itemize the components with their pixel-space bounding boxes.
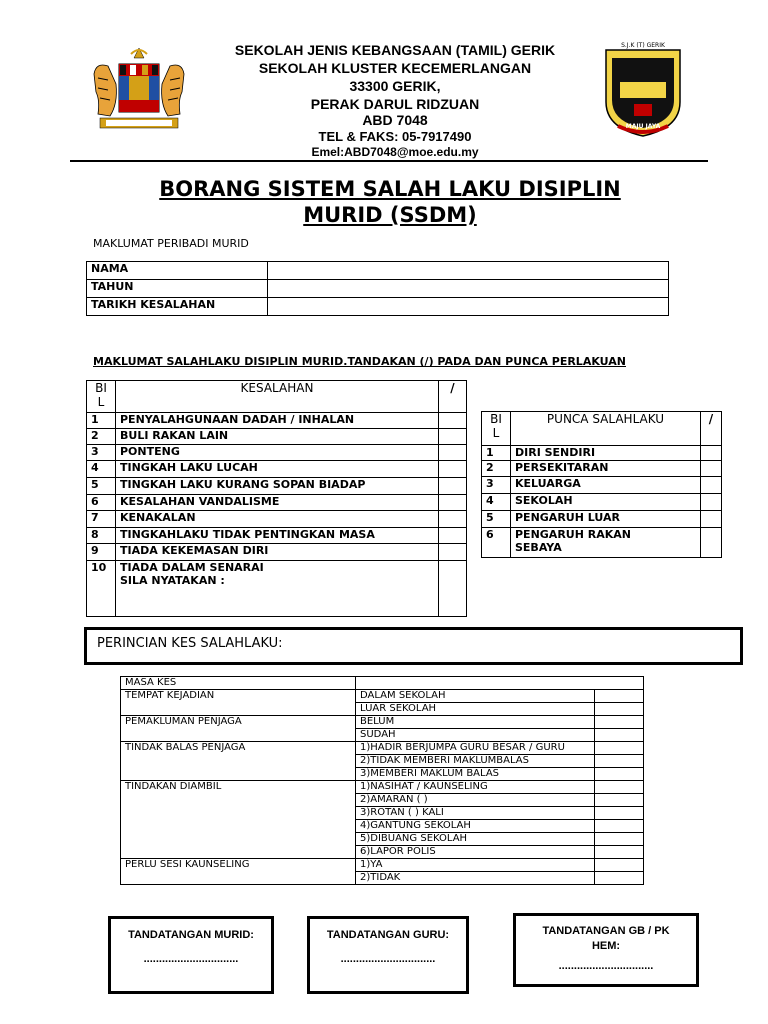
table-row <box>87 561 467 617</box>
signature-dots: ............................... <box>143 953 239 965</box>
offence-no: 3 <box>87 445 116 461</box>
offence-no: 8 <box>87 528 116 544</box>
option-checkbox[interactable] <box>595 781 644 794</box>
table-row <box>121 690 644 703</box>
cause-text: KELUARGA <box>511 477 701 494</box>
detail-label-pemakluman: PEMAKLUMAN PENJAGA <box>121 716 356 742</box>
detail-label-kaunseling: PERLU SESI KAUNSELING <box>121 859 356 885</box>
offence-text <box>116 561 439 617</box>
table-row <box>482 494 722 511</box>
table-row <box>87 429 467 445</box>
offence-checkbox[interactable] <box>439 528 467 544</box>
option-checkbox[interactable] <box>595 755 644 768</box>
table-row <box>87 495 467 511</box>
detail-option: DALAM SEKOLAH <box>356 690 595 703</box>
cause-text <box>511 528 701 558</box>
detail-option: 3)MEMBERI MAKLUM BALAS <box>356 768 595 781</box>
signature-box-gb[interactable] <box>513 913 699 987</box>
table-row <box>87 413 467 429</box>
signature-dots: ............................... <box>340 953 436 965</box>
table-row <box>482 446 722 461</box>
offence-no: 9 <box>87 544 116 561</box>
cause-checkbox[interactable] <box>701 511 722 528</box>
cause-checkbox[interactable] <box>701 494 722 511</box>
table-row <box>121 742 644 755</box>
option-checkbox[interactable] <box>595 872 644 885</box>
detail-option: 2)AMARAN ( ) <box>356 794 595 807</box>
table-row <box>87 511 467 528</box>
option-checkbox[interactable] <box>595 846 644 859</box>
table-header-row <box>482 412 722 446</box>
details-heading: PERINCIAN KES SALAHLAKU: <box>97 636 283 651</box>
col-bil: BI L <box>87 381 116 413</box>
detail-option: 1)NASIHAT / KAUNSELING <box>356 781 595 794</box>
table-row <box>87 298 669 316</box>
offence-text: KENAKALAN <box>116 511 439 528</box>
offence-text: TINGKAH LAKU KURANG SOPAN BIADAP <box>116 478 439 495</box>
offence-text: TINGKAH LAKU LUCAH <box>116 461 439 478</box>
option-checkbox[interactable] <box>595 794 644 807</box>
offence-text-line: TIADA DALAM SENARAI <box>120 561 264 574</box>
cause-checkbox[interactable] <box>701 446 722 461</box>
detail-option: 2)TIDAK <box>356 872 595 885</box>
personal-info-table <box>86 261 669 316</box>
offence-no: 2 <box>87 429 116 445</box>
option-checkbox[interactable] <box>595 768 644 781</box>
tarikh-field[interactable] <box>268 298 669 316</box>
offence-checkbox[interactable] <box>439 561 467 617</box>
table-header-row <box>87 381 467 413</box>
detail-option: SUDAH <box>356 729 595 742</box>
table-row <box>87 528 467 544</box>
field-label-nama: NAMA <box>87 262 268 280</box>
cause-text-line: PENGARUH RAKAN <box>515 528 631 541</box>
cause-no: 1 <box>482 446 511 461</box>
option-checkbox[interactable] <box>595 703 644 716</box>
offence-checkbox[interactable] <box>439 429 467 445</box>
school-state: PERAK DARUL RIDZUAN <box>310 96 480 112</box>
signature-label-murid: TANDATANGAN MURID: <box>128 929 254 941</box>
signature-dots: ............................... <box>558 960 654 972</box>
cause-no: 4 <box>482 494 511 511</box>
table-row <box>87 280 669 298</box>
detail-option: 5)DIBUANG SEKOLAH <box>356 833 595 846</box>
table-row <box>87 445 467 461</box>
detail-option: 1)YA <box>356 859 595 872</box>
detail-option: 2)TIDAK MEMBERI MAKLUMBALAS <box>356 755 595 768</box>
cause-no: 3 <box>482 477 511 494</box>
offence-no: 1 <box>87 413 116 429</box>
signature-label-guru: TANDATANGAN GURU: <box>326 929 450 941</box>
detail-label-masa: MASA KES <box>121 677 356 690</box>
offence-checkbox[interactable] <box>439 478 467 495</box>
option-checkbox[interactable] <box>595 833 644 846</box>
offence-no: 7 <box>87 511 116 528</box>
cause-text: DIRI SENDIRI <box>511 446 701 461</box>
details-table <box>120 676 644 885</box>
school-logo-motto: MAJU JAYA <box>625 123 661 130</box>
field-label-tarikh: TARIKH KESALAHAN <box>87 298 268 316</box>
table-row <box>87 461 467 478</box>
offences-table <box>86 380 467 617</box>
col-bil: BI L <box>482 412 511 446</box>
cause-checkbox[interactable] <box>701 461 722 477</box>
nama-field[interactable] <box>268 262 669 280</box>
table-row <box>121 781 644 794</box>
offence-checkbox[interactable] <box>439 445 467 461</box>
offence-specify-label: SILA NYATAKAN : <box>120 574 225 587</box>
field-label-tahun: TAHUN <box>87 280 268 298</box>
option-checkbox[interactable] <box>595 820 644 833</box>
table-row <box>87 262 669 280</box>
col-kesalahan: KESALAHAN <box>116 381 439 413</box>
col-mark: / <box>701 412 722 446</box>
table-row <box>121 716 644 729</box>
details-heading-box <box>84 627 743 665</box>
option-checkbox[interactable] <box>595 807 644 820</box>
cause-text: SEKOLAH <box>511 494 701 511</box>
detail-option: BELUM <box>356 716 595 729</box>
header-divider <box>70 160 708 162</box>
detail-label-tempat: TEMPAT KEJADIAN <box>121 690 356 716</box>
school-code: ABD 7048 <box>362 112 428 128</box>
school-name: SEKOLAH JENIS KEBANGSAAN (TAMIL) GERIK <box>234 42 556 58</box>
offence-text: TINGKAHLAKU TIDAK PENTINGKAN MASA <box>116 528 439 544</box>
detail-option: 6)LAPOR POLIS <box>356 846 595 859</box>
offence-checkbox[interactable] <box>439 413 467 429</box>
school-phone: TEL & FAKS: 05-7917490 <box>318 129 472 144</box>
signature-box-guru[interactable] <box>307 916 469 994</box>
table-row <box>87 544 467 561</box>
school-logo <box>600 42 686 138</box>
col-mark: / <box>439 381 467 413</box>
offence-checkbox[interactable] <box>439 461 467 478</box>
offence-checkbox[interactable] <box>439 495 467 511</box>
signature-box-murid[interactable] <box>108 916 274 994</box>
offence-heading: MAKLUMAT SALAHLAKU DISIPLIN MURID.TANDAKAN (/) PADA DAN PUNCA PERLAKUAN <box>93 355 626 368</box>
school-email: Emel:ABD7048@moe.edu.my <box>311 145 479 159</box>
offence-text: BULI RAKAN LAIN <box>116 429 439 445</box>
table-row <box>482 528 722 558</box>
personal-info-heading: MAKLUMAT PERIBADI MURID <box>93 237 249 250</box>
option-checkbox[interactable] <box>595 690 644 703</box>
offence-checkbox[interactable] <box>439 511 467 528</box>
offence-text: TIADA KEKEMASAN DIRI <box>116 544 439 561</box>
cause-text-line: SEBAYA <box>515 541 562 554</box>
cause-no: 2 <box>482 461 511 477</box>
cause-no: 5 <box>482 511 511 528</box>
detail-option: 3)ROTAN ( ) KALI <box>356 807 595 820</box>
malaysia-crest-logo <box>86 44 192 138</box>
school-cluster: SEKOLAH KLUSTER KECEMERLANGAN <box>258 60 532 76</box>
detail-option: 4)GANTUNG SEKOLAH <box>356 820 595 833</box>
offence-text: PONTENG <box>116 445 439 461</box>
table-row <box>87 478 467 495</box>
cause-text: PENGARUH LUAR <box>511 511 701 528</box>
school-postcode: 33300 GERIK, <box>349 78 441 94</box>
causes-table <box>481 411 722 558</box>
offence-no: 6 <box>87 495 116 511</box>
form-title-line2: MURID (SSDM) <box>303 203 477 227</box>
signature-label-gb: TANDATANGAN GB / PK HEM: <box>542 925 670 952</box>
offence-checkbox[interactable] <box>439 544 467 561</box>
table-row <box>482 477 722 494</box>
school-header <box>190 42 600 162</box>
detail-label-tindakan: TINDAKAN DIAMBIL <box>121 781 356 859</box>
detail-label-tindak-balas: TINDAK BALAS PENJAGA <box>121 742 356 781</box>
table-row <box>482 461 722 477</box>
option-checkbox[interactable] <box>595 742 644 755</box>
table-row <box>121 677 644 690</box>
masa-field[interactable] <box>356 677 644 690</box>
detail-option: 1)HADIR BERJUMPA GURU BESAR / GURU <box>356 742 595 755</box>
table-row <box>482 511 722 528</box>
offence-text: PENYALAHGUNAAN DADAH / INHALAN <box>116 413 439 429</box>
offence-no: 10 <box>87 561 116 617</box>
option-checkbox[interactable] <box>595 729 644 742</box>
table-row <box>121 859 644 872</box>
form-title <box>90 176 690 228</box>
cause-checkbox[interactable] <box>701 528 722 558</box>
school-logo-top-text: S.J.K (T) GERIK <box>621 42 665 49</box>
offence-no: 5 <box>87 478 116 495</box>
offence-text: KESALAHAN VANDALISME <box>116 495 439 511</box>
cause-text: PERSEKITARAN <box>511 461 701 477</box>
detail-option: LUAR SEKOLAH <box>356 703 595 716</box>
tahun-field[interactable] <box>268 280 669 298</box>
option-checkbox[interactable] <box>595 859 644 872</box>
cause-checkbox[interactable] <box>701 477 722 494</box>
col-punca: PUNCA SALAHLAKU <box>511 412 701 446</box>
cause-no: 6 <box>482 528 511 558</box>
option-checkbox[interactable] <box>595 716 644 729</box>
offence-no: 4 <box>87 461 116 478</box>
form-title-line1: BORANG SISTEM SALAH LAKU DISIPLIN <box>159 177 621 201</box>
